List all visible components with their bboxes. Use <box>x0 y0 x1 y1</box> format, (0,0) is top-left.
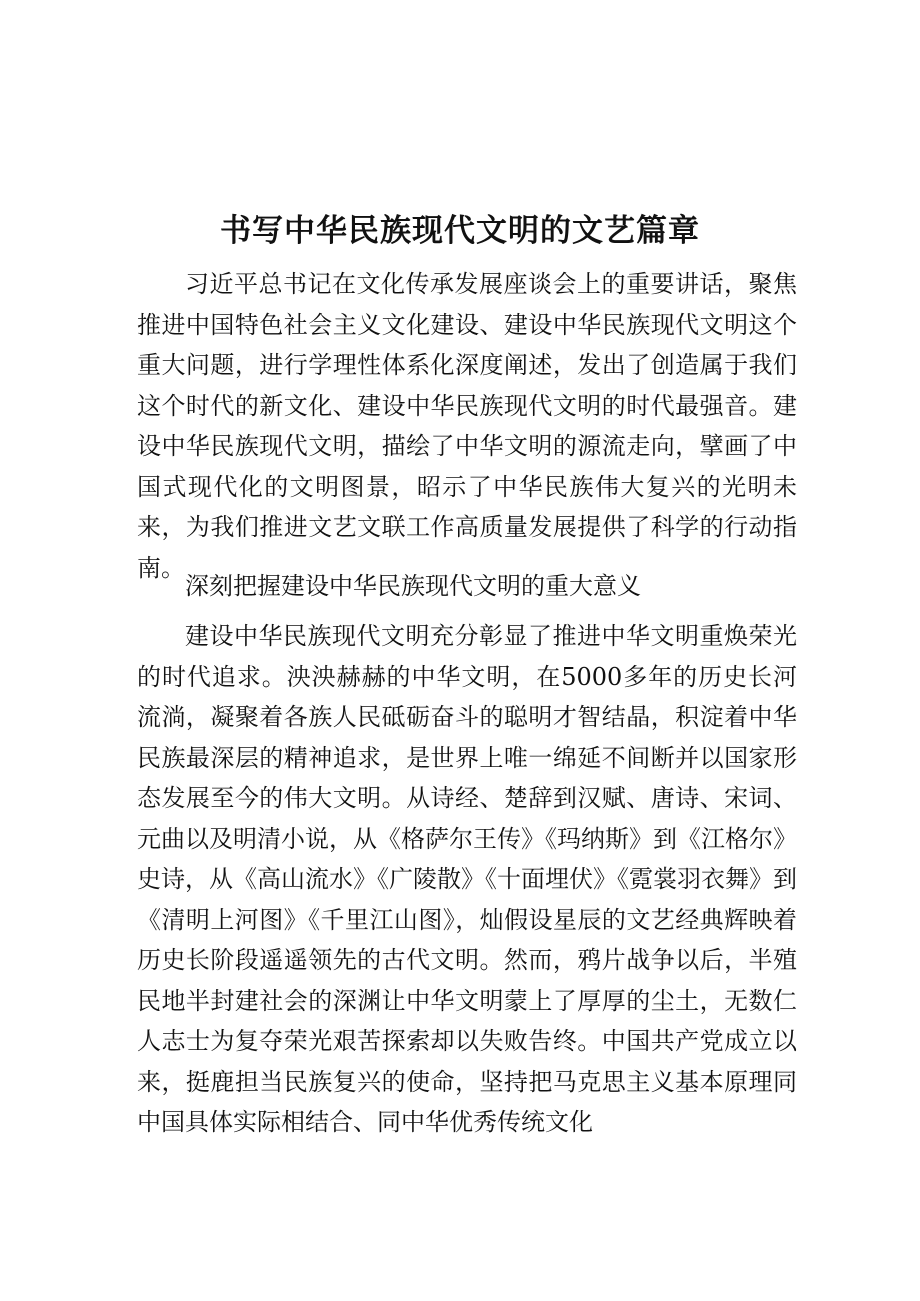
paragraph-2: 建设中华民族现代文明充分彰显了推进中华文明重焕荣光的时代追求。泱泱赫赫的中华文明，在5000多年的历史长河流淌，凝聚着各族人民砥砺奋斗的聪明才智结晶，积淀着中华民族最深层的精神追求，是世界上唯一绵延不间断并以国家形态发展至今的伟大文明。从诗经、楚辞到汉赋、唐诗、宋词、元曲以及明清小说，从《格萨尔王传》《玛纳斯》到《江格尔》史诗，从《高山流水》《广陵散》《十面埋伏》《霓裳羽衣舞》到《清明上河图》《千里江山图》，灿假设星辰的文艺经典辉映着历史长阶段遥遥领先的古代文明。然而，鸦片战争以后，半殖民地半封建社会的深渊让中华文明蒙上了厚厚的尘土，无数仁人志士为复夺荣光艰苦探索却以失败告终。中国共产党成立以来，挺鹿担当民族复兴的使命，坚持把马克思主义基本原理同中国具体实际相结合、同中华优秀传统文化 <box>137 622 797 1136</box>
section-heading: 深刻把握建设中华民族现代文明的重大意义 <box>185 572 641 600</box>
document-title: 书写中华民族现代文明的文艺篇章 <box>220 213 700 249</box>
paragraph-1: 习近平总书记在文化传承发展座谈会上的重要讲话，聚焦推进中国特色社会主义文化建设、建设中华民族现代文明这个重大问题，进行学理性体系化深度阐述，发出了创造属于我们这个时代的新文化、建设中华民族现代文明的时代最强音。建设中华民族现代文明，描绘了中华文明的源流走向，擘画了中国式现代化的文明图景，昭示了中华民族伟大复兴的光明未来，为我们推进文艺文联工作高质量发展提供了科学的行动指南。 <box>137 270 797 582</box>
